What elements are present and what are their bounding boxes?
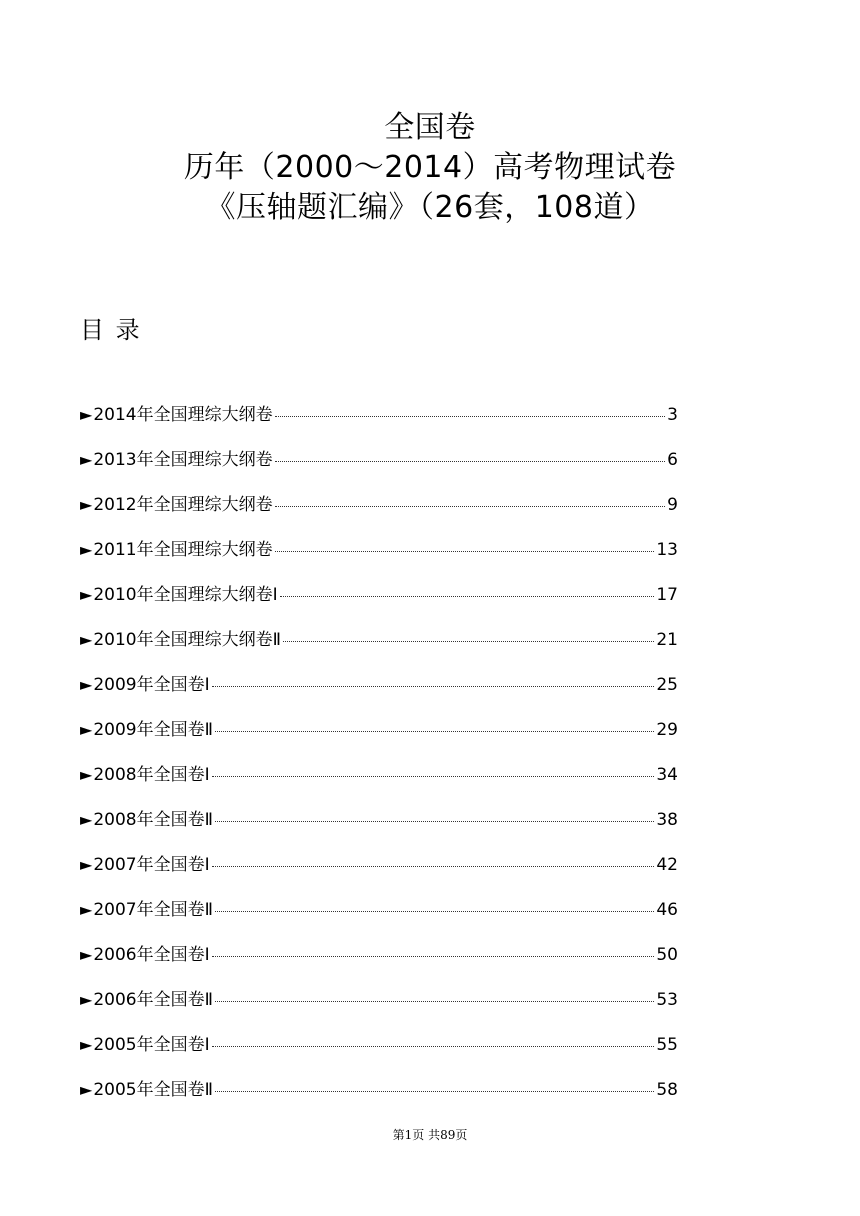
dot-leader (212, 956, 655, 957)
toc-entry-label: 2008年全国卷Ⅰ (93, 765, 210, 785)
dot-leader (215, 821, 654, 822)
triangle-bullet-icon: ► (80, 855, 93, 874)
toc-entry[interactable] (80, 719, 678, 764)
toc-entry-label: 2006年全国卷Ⅰ (93, 945, 210, 965)
toc-entry-label: 2013年全国理综大纲卷 (93, 450, 273, 470)
dot-leader (275, 551, 655, 552)
table-of-contents (80, 404, 678, 1124)
toc-entry-label: 2007年全国卷Ⅱ (93, 900, 213, 920)
document-title (0, 108, 860, 228)
toc-entry-page-number: 3 (667, 405, 678, 425)
triangle-bullet-icon: ► (80, 900, 93, 919)
title-line-2: 历年（2000～2014）高考物理试卷 (183, 150, 677, 185)
dot-leader (215, 911, 654, 912)
triangle-bullet-icon: ► (80, 810, 93, 829)
toc-entry-page-number: 42 (656, 855, 678, 875)
toc-entry[interactable] (80, 764, 678, 809)
toc-entry-page-number: 50 (656, 945, 678, 965)
toc-entry[interactable] (80, 539, 678, 584)
toc-entry[interactable] (80, 944, 678, 989)
triangle-bullet-icon: ► (80, 675, 93, 694)
toc-entry[interactable] (80, 674, 678, 719)
toc-entry-label: 2009年全国卷Ⅰ (93, 675, 210, 695)
dot-leader (212, 1046, 655, 1047)
toc-entry-label: 2010年全国理综大纲卷Ⅱ (93, 630, 281, 650)
dot-leader (215, 1091, 654, 1092)
dot-leader (275, 416, 666, 417)
toc-entry-label: 2011年全国理综大纲卷 (93, 540, 273, 560)
toc-entry-page-number: 34 (656, 765, 678, 785)
triangle-bullet-icon: ► (80, 450, 93, 469)
toc-entry-label: 2008年全国卷Ⅱ (93, 810, 213, 830)
toc-entry[interactable] (80, 1034, 678, 1079)
page-footer: 第1页 共89页 (392, 1128, 468, 1142)
toc-entry-page-number: 58 (656, 1080, 678, 1100)
dot-leader (275, 506, 666, 507)
triangle-bullet-icon: ► (80, 630, 93, 649)
triangle-bullet-icon: ► (80, 1080, 93, 1099)
dot-leader (212, 686, 655, 687)
toc-entry[interactable] (80, 404, 678, 449)
triangle-bullet-icon: ► (80, 540, 93, 559)
toc-entry-page-number: 6 (667, 450, 678, 470)
toc-entry-page-number: 53 (656, 990, 678, 1010)
toc-entry[interactable] (80, 494, 678, 539)
dot-leader (283, 641, 654, 642)
toc-entry-label: 2009年全国卷Ⅱ (93, 720, 213, 740)
triangle-bullet-icon: ► (80, 1035, 93, 1054)
toc-entry[interactable] (80, 854, 678, 899)
dot-leader (275, 461, 666, 462)
toc-entry-label: 2005年全国卷Ⅱ (93, 1080, 213, 1100)
toc-entry-page-number: 9 (667, 495, 678, 515)
toc-entry-page-number: 25 (656, 675, 678, 695)
toc-entry-page-number: 46 (656, 900, 678, 920)
toc-entry-label: 2006年全国卷Ⅱ (93, 990, 213, 1010)
toc-entry[interactable] (80, 629, 678, 674)
triangle-bullet-icon: ► (80, 945, 93, 964)
toc-entry-label: 2010年全国理综大纲卷Ⅰ (93, 585, 278, 605)
triangle-bullet-icon: ► (80, 405, 93, 424)
toc-entry-page-number: 21 (656, 630, 678, 650)
toc-entry-page-number: 13 (656, 540, 678, 560)
dot-leader (212, 776, 655, 777)
toc-entry[interactable] (80, 449, 678, 494)
toc-entry-label: 2012年全国理综大纲卷 (93, 495, 273, 515)
toc-entry-page-number: 17 (656, 585, 678, 605)
title-line-1: 全国卷 (384, 110, 476, 145)
toc-entry-label: 2014年全国理综大纲卷 (93, 405, 273, 425)
toc-entry[interactable] (80, 1079, 678, 1124)
toc-entry-label: 2007年全国卷Ⅰ (93, 855, 210, 875)
dot-leader (212, 866, 655, 867)
toc-entry-label: 2005年全国卷Ⅰ (93, 1035, 210, 1055)
toc-entry[interactable] (80, 989, 678, 1034)
triangle-bullet-icon: ► (80, 765, 93, 784)
toc-entry[interactable] (80, 809, 678, 854)
toc-heading: 目 录 (80, 316, 142, 344)
dot-leader (280, 596, 655, 597)
toc-entry-page-number: 29 (656, 720, 678, 740)
toc-entry-page-number: 55 (656, 1035, 678, 1055)
dot-leader (215, 731, 654, 732)
triangle-bullet-icon: ► (80, 585, 93, 604)
toc-entry-page-number: 38 (656, 810, 678, 830)
dot-leader (215, 1001, 654, 1002)
triangle-bullet-icon: ► (80, 720, 93, 739)
toc-entry[interactable] (80, 899, 678, 944)
toc-entry[interactable] (80, 584, 678, 629)
title-line-3: 《压轴题汇编》（26套，108道） (205, 190, 655, 225)
triangle-bullet-icon: ► (80, 495, 93, 514)
triangle-bullet-icon: ► (80, 990, 93, 1009)
